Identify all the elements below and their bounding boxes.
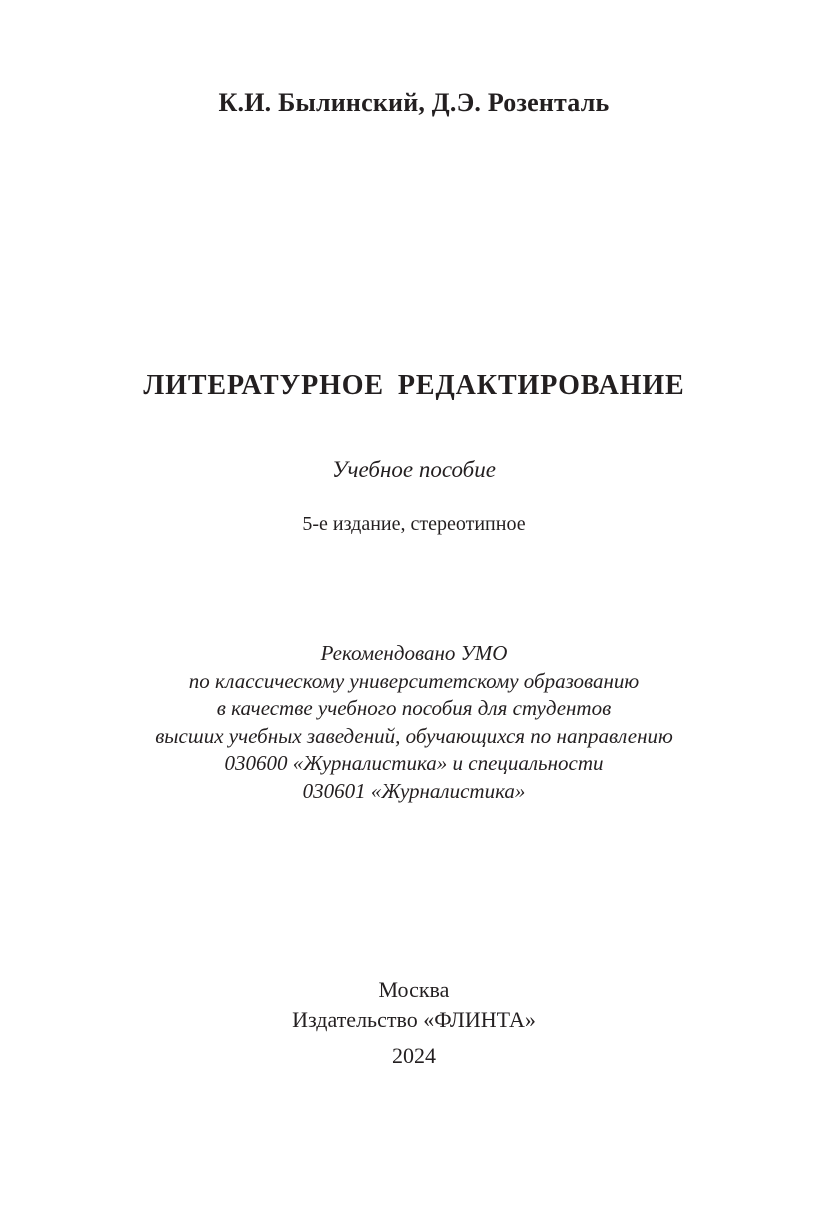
imprint-publisher: Издательство «ФЛИНТА» [292, 1007, 536, 1032]
recommendation-line: 030600 «Журналистика» и специальности [224, 751, 604, 775]
imprint-year: 2024 [392, 1043, 436, 1068]
recommendation-line: высших учебных заведений, обучающихся по направлению [155, 723, 673, 748]
recommendation-line: 030601 «Журналистика» [302, 778, 526, 803]
book-title: ЛИТЕРАТУРНОЕ РЕДАКТИРОВАНИЕ [143, 370, 685, 401]
authors: К.И. Былинский, Д.Э. Розенталь [218, 88, 610, 117]
imprint-city: Москва [378, 977, 450, 1002]
book-subtitle: Учебное пособие [332, 457, 496, 482]
edition-note: 5-е издание, стереотипное [302, 513, 526, 535]
recommendation-block [0, 640, 828, 805]
imprint-block [0, 975, 828, 1071]
recommendation-line: в качестве учебного пособия для студентов [216, 696, 612, 720]
recommendation-line: Рекомендовано УМО [320, 641, 508, 665]
recommendation-line: по классическому университетскому образованию [188, 668, 640, 693]
